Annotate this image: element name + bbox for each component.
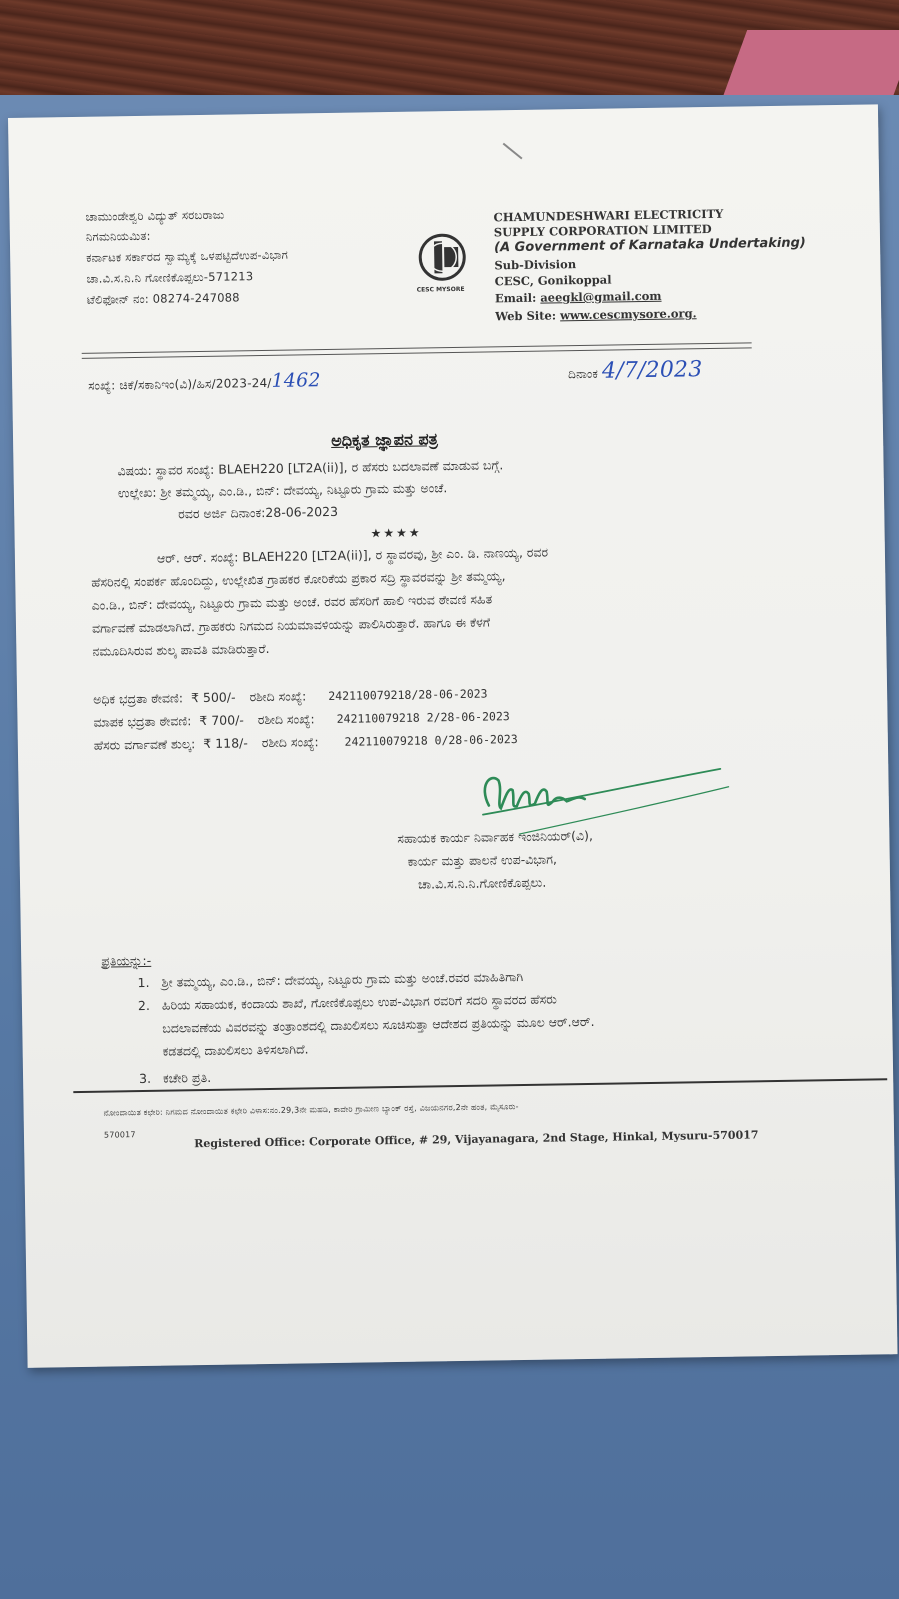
copy-item-number: 2. (137, 997, 151, 1014)
copy-item-number: 1. (137, 974, 150, 991)
copies-heading: ಪ್ರತಿಯನ್ನು:- (101, 952, 152, 969)
footer-kn-address-line-1: ನೋಂದಾಯಿತ ಕಛೇರಿ: ನಿಗಮದ ನೋಂದಾಯಿತ ಕಛೇರಿ ವಿಳಾಸ:ನಂ.29,3ನೇ ಮಹಡಿ, ಕಾವೇರಿ ಗ್ರಾಮೀಣ ಬ್ಯಾಂಕ್ ರಸ್ತೆ, ವಿಜಯನಗರ,2ನೇ ಹಂತ, ಮೈಸೂರು- (103, 1102, 519, 1118)
header-en-line-4: Sub-Division (494, 257, 577, 273)
signatory-line-1: ಸಹಾಯಕ ಕಾರ್ಯ ನಿರ್ವಾಹಕ ಇಂಜಿನಿಯರ್(ವಿ), (397, 827, 594, 846)
header-en-line-1: CHAMUNDESHWARI ELECTRICITY (493, 206, 724, 225)
header-kn-line-5: ಟೆಲಿಫೋನ್ ನಂ: 08274-247088 (86, 290, 240, 307)
body-line-1: ಆರ್. ಆರ್. ಸಂಖ್ಯೆ: BLAEH220 [LT2A(ii)], ರ ಸ್ಥಾವರವು, ಶ್ರೀ ಎಂ. ಡಿ. ನಾಣಯ್ಯ, ರವರ (156, 544, 549, 566)
reference-number-handwritten: 1462 (271, 369, 321, 392)
staple-mark (503, 143, 523, 160)
header-en-line-5: CESC, Gonikoppal (494, 272, 612, 289)
fee-receipt-number: 242110079218 2/28-06-2023 (336, 709, 510, 726)
copy-item-line: ಹಿರಿಯ ಸಹಾಯಕ, ಕಂದಾಯ ಶಾಖೆ, ಗೋಣಿಕೊಪ್ಪಲು ಉಪ-ವಿಭಾಗ ರವರಿಗೆ ಸದರಿ ಸ್ಥಾವರದ ಹೆಸರು (161, 991, 557, 1013)
fee-label: ಹೆಸರು ವರ್ಗಾವಣೆ ಶುಲ್ಕ: (93, 736, 196, 753)
official-memo-sheet (8, 104, 898, 1368)
header-email (495, 289, 662, 306)
footer-kn-address-line-2: 570017 (103, 1130, 136, 1140)
header-divider (82, 342, 752, 359)
footer-registered-office: Registered Office: Corporate Office, # 29, Vijayanagara, 2nd Stage, Hinkal, Mysuru-570017 (194, 1128, 759, 1151)
reference-number (88, 369, 321, 395)
website-label: Web Site: (495, 308, 557, 324)
header-en-line-3: (A Government of Karnataka Undertaking) (493, 235, 806, 256)
header-website (495, 306, 697, 323)
stars-separator: ★★★★ (370, 525, 422, 541)
header-kn-line-3: ಕರ್ನಾಟಕ ಸರ್ಕಾರದ ಸ್ವಾಮ್ಯಕ್ಕೆ ಒಳಪಟ್ಟಿದೆಉಪ-ವಿಭಾಗ (86, 247, 289, 265)
copy-item-line: ಬದಲಾವಣೆಯ ವಿವರವನ್ನು ತಂತ್ರಾಂಶದಲ್ಲಿ ದಾಖಲಿಸಲು ಸೂಚಿಸುತ್ತಾ ಆದೇಶದ ಪ್ರತಿಯನ್ನು ಮೂಲ ಆರ್.ಆರ್. (162, 1013, 595, 1036)
fee-label: ಅಧಿಕ ಭದ್ರತಾ ಠೇವಣಿ: (93, 690, 184, 707)
copy-item-number: 3. (138, 1070, 152, 1087)
signatory-line-3: ಚಾ.ವಿ.ಸ.ನಿ.ನಿ.ಗೋಣಿಕೊಪ್ಪಲು. (417, 874, 547, 892)
header-kn-line-4: ಚಾ.ವಿ.ಸ.ನಿ.ನಿ ಗೋಣಿಕೊಪ್ಪಲು-571213 (86, 269, 254, 286)
signatory-line-2: ಕಾರ್ಯ ಮತ್ತು ಪಾಲನೆ ಉಪ-ವಿಭಾಗ, (407, 851, 558, 869)
fee-amount: ₹ 500/- (190, 689, 236, 706)
body-line-2: ಹೆಸರಿನಲ್ಲಿ ಸಂಪರ್ಕ ಹೊಂದಿದ್ದು, ಉಲ್ಲೇಖಿತ ಗ್ರಾಹಕರ ಕೋರಿಕೆಯ ಪ್ರಕಾರ ಸದ್ರಿ ಸ್ಥಾವರವನ್ನು ಶ್ರೀ ತಮ್ಮಯ್ಯ, (91, 568, 506, 590)
fee-receipt-label: ರಶೀದಿ ಸಂಖ್ಯೆ: (249, 688, 307, 705)
letter-date (568, 357, 703, 384)
fee-amount: ₹ 118/- (203, 735, 248, 752)
fee-receipt-label: ರಶೀದಿ ಸಂಖ್ಯೆ: (261, 734, 319, 751)
cesc-logo-caption: CESC MYSORE (416, 285, 465, 294)
body-line-3: ಎಂ.ಡಿ., ಬಿನ್: ದೇವಯ್ಯ, ನಿಟ್ಟೂರು ಗ್ರಾಮ ಮತ್ತು ಅಂಚೆ. ರವರ ಹೆಸರಿಗೆ ಹಾಲಿ ಇರುವ ಠೇವಣಿ ಸಹಿತ (91, 591, 493, 613)
fee-receipt-number: 242110079218/28-06-2023 (328, 686, 488, 704)
fee-label: ಮಾಪಕ ಭದ್ರತಾ ಠೇವಣಿ: (93, 713, 192, 730)
copy-item-line: ಕಚೇರಿ ಪ್ರತಿ. (162, 1069, 212, 1086)
email-label: Email: (494, 290, 537, 306)
copy-item-line: ಕಡತದಲ್ಲಿ ದಾಖಲಿಸಲು ತಿಳಿಸಲಾಗಿದೆ. (162, 1041, 309, 1059)
copy-item-line: ಶ್ರೀ ತಮ್ಮಯ್ಯ, ಎಂ.ಡಿ., ಬಿನ್: ದೇವಯ್ಯ, ನಿಟ್ಟೂರು ಗ್ರಾಮ ಮತ್ತು ಅಂಚೆ.ರವರ ಮಾಹಿತಿಗಾಗಿ (161, 969, 524, 990)
reference-line-1: ಉಲ್ಲೇಖ: ಶ್ರೀ ತಮ್ಮಯ್ಯ, ಎಂ.ಡಿ., ಬಿನ್: ದೇವಯ್ಯ, ನಿಟ್ಟೂರು ಗ್ರಾಮ ಮತ್ತು ಅಂಚೆ. (117, 480, 448, 501)
date-handwritten: 4/7/2023 (601, 357, 703, 384)
email-address: aeegkl@gmail.com (540, 288, 662, 305)
subject-line: ವಿಷಯ: ಸ್ಥಾವರ ಸಂಖ್ಯೆ: BLAEH220 [LT2A(ii)], ರ ಹೆಸರು ಬದಲಾವಣೆ ಮಾಡುವ ಬಗ್ಗೆ. (117, 457, 504, 479)
cesc-logo (410, 229, 475, 290)
website-url: www.cescmysore.org. (559, 306, 697, 323)
header-kn-line-2: ನಿಗಮನಿಯಮಿತ: (85, 228, 151, 244)
fee-receipt-label: ರಶೀದಿ ಸಂಖ್ಯೆ: (257, 711, 315, 728)
fee-receipt-number: 242110079218 0/28-06-2023 (344, 732, 518, 749)
body-line-4: ವರ್ಗಾವಣೆ ಮಾಡಲಾಗಿದೆ. ಗ್ರಾಹಕರು ನಿಗಮದ ನಿಯಮಾವಳಿಯನ್ನು ಪಾಲಿಸಿರುತ್ತಾರೆ. ಹಾಗೂ ಈ ಕೆಳಗೆ (91, 614, 491, 636)
memo-title: ಅಧಿಕೃತ ಜ್ಞಾಪನ ಪತ್ರ (330, 429, 439, 450)
body-line-5: ನಮೂದಿಸಿರುವ ಶುಲ್ಕ ಪಾವತಿ ಮಾಡಿರುತ್ತಾರೆ. (92, 640, 270, 659)
header-en-line-2: SUPPLY CORPORATION LIMITED (493, 221, 712, 240)
header-kn-line-1: ಚಾಮುಂಡೇಶ್ವರಿ ವಿದ್ಯುತ್ ಸರಬರಾಜು (85, 207, 225, 224)
reference-line-2: ರವರ ಅರ್ಜಿ ದಿನಾಂಕ:28-06-2023 (178, 503, 339, 522)
reference-number-label: ಸಂಖ್ಯೆ: ಚಿಕೆ/ಸಕಾನಿಇಂ(ವಿ)/ಹಿಸ/2023-24/ (88, 375, 272, 393)
date-label: ದಿನಾಂಕ (567, 366, 599, 382)
fee-amount: ₹ 700/- (199, 712, 244, 729)
